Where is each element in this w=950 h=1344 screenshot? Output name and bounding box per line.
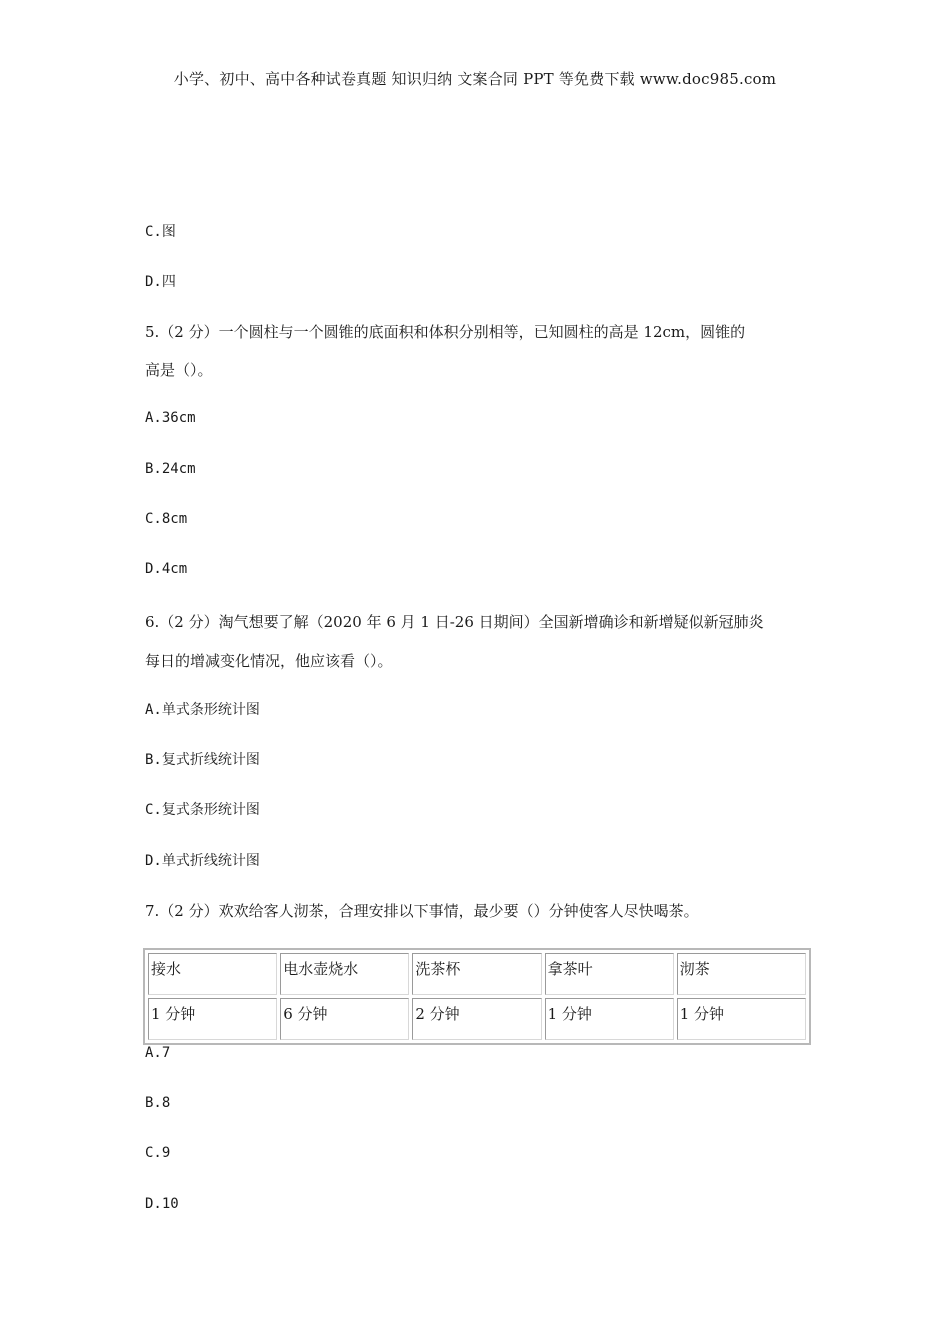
q7-option-c: C.9 xyxy=(145,1145,171,1161)
q6-option-d: D.单式折线统计图 xyxy=(145,853,260,869)
table-cell: 1 分钟 xyxy=(677,998,806,1040)
q4-option-c: C.图 xyxy=(145,224,176,240)
q7-stem: 7.（2 分）欢欢给客人沏茶，合理安排以下事情，最少要（）分钟使客人尽快喝茶。 xyxy=(145,902,699,920)
page-header: 小学、初中、高中各种试卷真题 知识归纳 文案合同 PPT 等免费下载 www.doc985.com xyxy=(173,70,777,88)
table-cell: 洗茶杯 xyxy=(412,953,541,995)
q4-option-d: D.四 xyxy=(145,274,176,290)
table-cell: 电水壶烧水 xyxy=(280,953,409,995)
q5-option-a: A.36cm xyxy=(145,410,196,426)
q5-option-c: C.8cm xyxy=(145,511,188,527)
q6-stem-line2: 每日的增减变化情况，他应该看（）。 xyxy=(145,652,393,670)
q7-option-b: B.8 xyxy=(145,1095,171,1111)
q7-option-a: A.7 xyxy=(145,1045,171,1061)
q5-option-b: B.24cm xyxy=(145,461,196,477)
table-cell: 接水 xyxy=(148,953,277,995)
table-cell: 1 分钟 xyxy=(545,998,674,1040)
q5-option-d: D.4cm xyxy=(145,561,188,577)
q5-stem-line2: 高是（）。 xyxy=(145,361,213,379)
table-row-tasks xyxy=(148,953,806,995)
tea-steps-table xyxy=(143,948,811,1045)
table-cell: 6 分钟 xyxy=(280,998,409,1040)
q7-option-d: D.10 xyxy=(145,1196,179,1212)
q5-stem-line1: 5.（2 分）一个圆柱与一个圆锥的底面积和体积分别相等，已知圆柱的高是 12cm，圆锥的 xyxy=(145,323,746,341)
q6-option-a: A.单式条形统计图 xyxy=(145,702,260,718)
q6-option-b: B.复式折线统计图 xyxy=(145,752,260,768)
q6-option-c: C.复式条形统计图 xyxy=(145,802,260,818)
table-row-times xyxy=(148,998,806,1040)
q6-stem-line1: 6.（2 分）淘气想要了解（2020 年 6 月 1 日-26 日期间）全国新增确诊和新增疑似新冠肺炎 xyxy=(145,613,764,631)
table-cell: 1 分钟 xyxy=(148,998,277,1040)
table-cell: 沏茶 xyxy=(677,953,806,995)
table-cell: 拿茶叶 xyxy=(545,953,674,995)
table-cell: 2 分钟 xyxy=(412,998,541,1040)
